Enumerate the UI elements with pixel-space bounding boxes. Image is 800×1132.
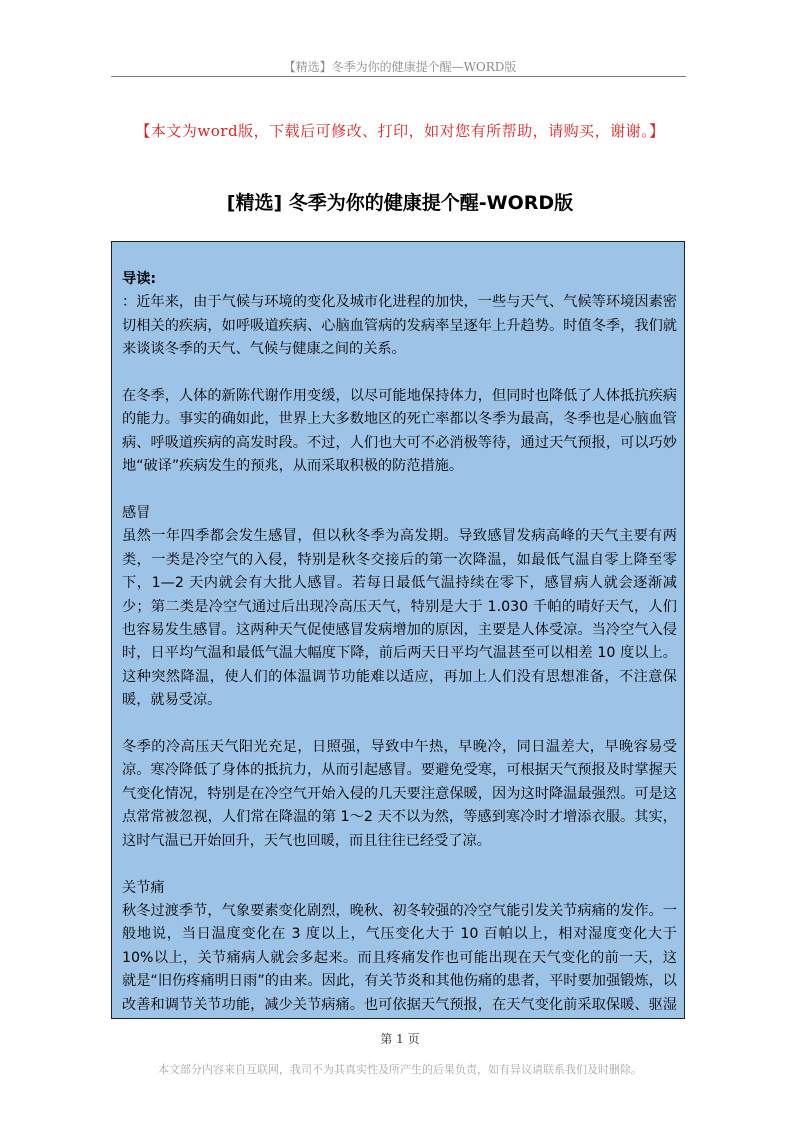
article-body-box [111,241,685,1019]
document-title: [精选] 冬季为你的健康提个醒-WORD版 [226,192,574,214]
header-divider [111,76,686,77]
paragraph-spacer [122,853,677,876]
section-heading-cold: 感冒 [122,505,151,522]
footer-disclaimer: 本文部分内容来自互联网，我司不为其真实性及所产生的后果负责，如有异议请联系我们及时删除。 [158,1063,642,1076]
cold-high-pressure-paragraph: 冬季的冷高压天气阳光充足，日照强，导致中午热，早晚冷，同日温差大，早晚容易受凉。寒冷降低了身体的抵抗力，从而引起感冒。要避免受寒，可根据天气预报及时掌握天气变化情况，特别是在冷空气开始入侵的几天要注意保暖，因为这时降温最强烈。可是这点常常被忽视，人们常在降温的第 1～2 天不以为然，等感到寒冷时才增添衣服。其实，这时气温已开始回升，天气也回暖，而且往往已经受了凉。 [122,739,677,849]
intro-paragraph: ：近年来，由于气候与环境的变化及城市化进程的加快，一些与天气、气候等环境因素密切相关的疾病，如呼吸道疾病、心脑血管病的发病率呈逐年上升趋势。时值冬季，我们就来谈谈冬季的天气、气候与健康之间的关系。 [122,294,677,358]
section-heading-joint-pain: 关节痛 [122,879,165,896]
paragraph-spacer [122,362,677,385]
joint-pain-paragraph: 秋冬过渡季节，气象要素变化剧烈，晚秋、初冬较强的冷空气能引发关节病痛的发作。一般地说，当日温度变化在 3 度以上，气压变化大于 10 百帕以上，相对湿度变化大于 10%以上，关节痛病人就会多起来。而且疼痛发作也可能出现在天气变化的前一天，这就是“旧伤疼痛明日雨”的由来。因此，有关节炎和其他伤痛的患者，平时要加强锻炼，以改善和调节关节功能，减少关节病痛。也可依据天气预报，在天气变化前采取保暖、驱湿 [122,902,677,1013]
cold-paragraph: 虽然一年四季都会发生感冒，但以秋冬季为高发期。导致感冒发病高峰的天气主要有两类，一类是冷空气的入侵，特别是秋冬交接后的第一次降温，如最低气温自零上降至零下，1—2 天内就会有大批人感冒。若每日最低气温持续在零下，感冒病人就会逐渐减少；第二类是冷空气通过后出现冷高压天气，特别是大于 1.030 千帕的晴好天气，人们也容易发生感冒。这两种天气促使感冒发病增加的原因，主要是人体受凉。当冷空气入侵时，日平均气温和最低气温大幅度下降，前后两天日平均气温甚至可以相差 10 度以上。这种突然降温，使人们的体温调节功能难以适应，再加上人们没有思想准备，不注意保暖，就易受凉。 [122,528,677,709]
download-notice: 【本文为word版，下载后可修改、打印，如对您有所帮助，请购买，谢谢。】 [135,122,665,140]
winter-metabolism-paragraph: 在冬季，人体的新陈代谢作用变缓，以尽可能地保持体力，但同时也降低了人体抵抗疾病的能力。事实的确如此，世界上大多数地区的死亡率都以冬季为最高，冬季也是心脑血管病、呼吸道疾病的高发时段。不过，人们也大可不必消极等待，通过天气预报，可以巧妙地“破译”疾病发生的预兆，从而采取积极的防范措施。 [122,388,677,475]
intro-label: 导读: [122,271,157,287]
paragraph-spacer [122,479,677,502]
page-header: 【精选】冬季为你的健康提个醒—WORD版 [283,60,517,74]
page-number: 第 1 页 [380,1032,420,1046]
paragraph-spacer [122,713,677,736]
